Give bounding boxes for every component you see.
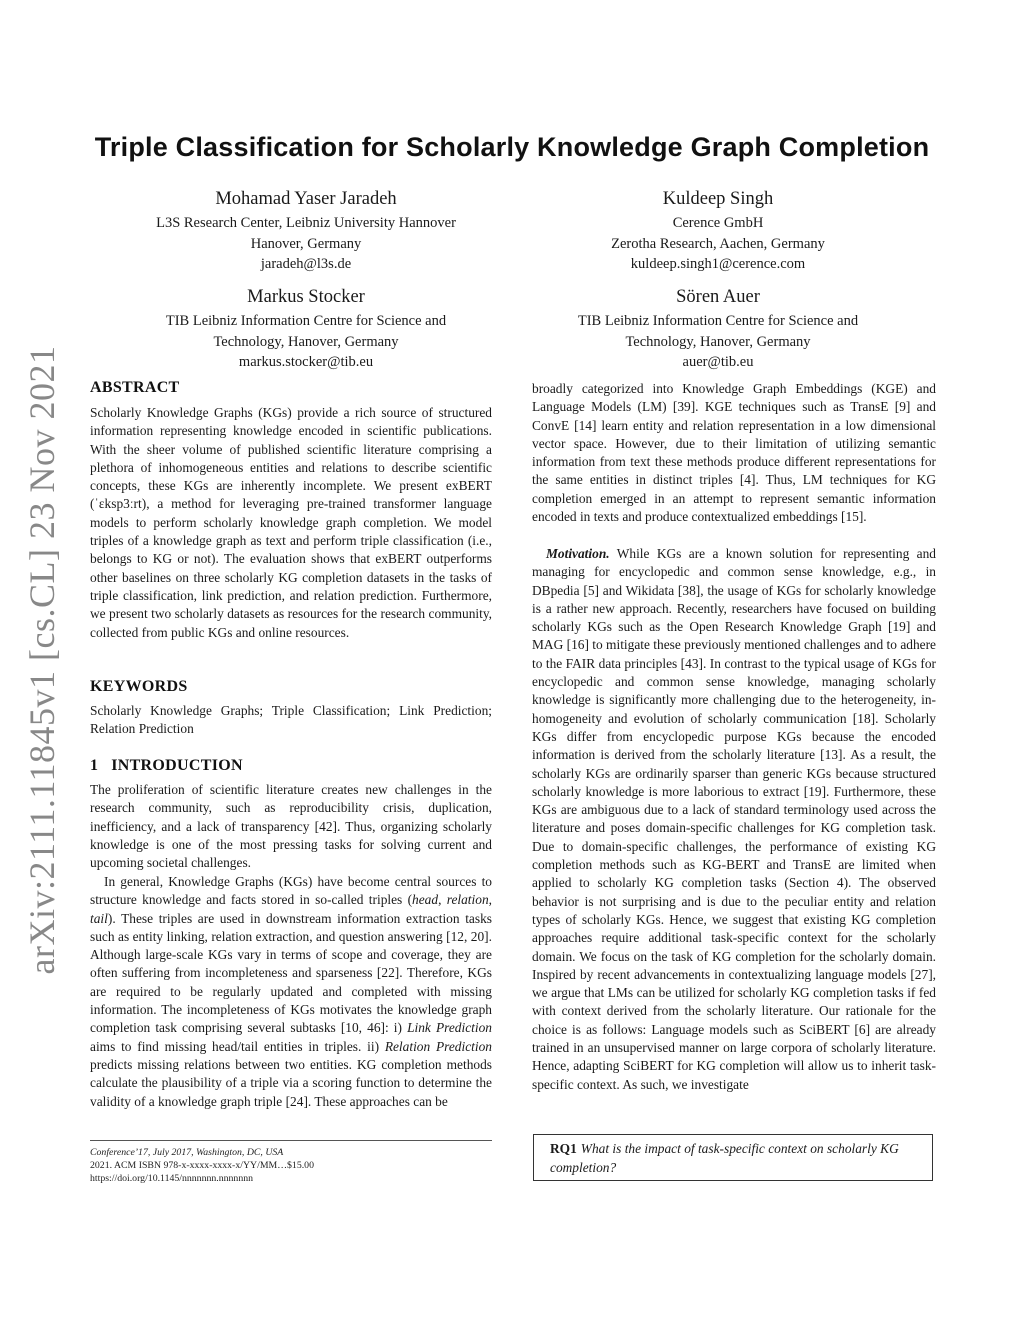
footnote-divider [90, 1140, 492, 1141]
abstract-text: Scholarly Knowledge Graphs (KGs) provide a rich source of structured information representing knowledge encoded in scientific publications. With the sheer volume of published scientific literature comprising a plethora of inhomogeneous entities and relations to describe scientific concepts, these KGs are inherently incomplete. We present exBERT (ˈɛksp3ːrt), a method for leveraging pre-trained transformer language models to perform scholarly knowledge graph completion. We model triples of a knowledge graph as text and perform triple classification (i.e., belongs to KG or not). The evaluation shows that exBERT outperforms other baselines on three scholarly KG completion datasets in the tasks of triple classification, link prediction, and relation prediction. Furthermore, we present two scholarly datasets as resources for the research community, collected from public KGs and online resources. [90, 405, 492, 640]
author-name: Mohamad Yaser Jaradeh [215, 189, 397, 209]
abstract-heading: ABSTRACT [90, 379, 180, 396]
term-head: head [412, 892, 439, 908]
author-email: auer@tib.eu [682, 354, 754, 370]
introduction-paragraph-2: In general, Knowledge Graphs (KGs) have become central sources to structure knowledge and facts stored in so-called triples (head, relation, tail). These triples are used in downstream information extraction tasks such as entity linking, relation extraction, and question answering [12, 20]. Although large-scale KGs vary in terms of scope and coverage, they are often suffering from incompleteness and sparseness [22]. Therefore, KGs are required to be regularly updated and completed with missing information. The incompleteness of KGs motivates the knowledge graph completion task comprising several subtasks [10, 46]: i) Link Prediction aims to find missing head/tail entities in triples. ii) Relation Prediction predicts missing relations between two entities. KG completion methods calculate the plausibility of a triple via a scoring function to determine the validity of a knowledge graph triple [24]. These approaches can be [90, 874, 492, 1109]
arxiv-identifier-text: arXiv:2111.11845v1 [cs.CL] 23 Nov 2021 [22, 345, 62, 975]
author-block-2 [532, 187, 904, 275]
term-relation-prediction: Relation Prediction [384, 1038, 492, 1054]
rq-label: RQ1 [550, 1141, 577, 1156]
term-tail: tail [90, 910, 108, 926]
footnote [90, 1146, 492, 1186]
author-block-3 [120, 285, 492, 373]
author-block-1 [120, 187, 492, 275]
author-name: Sören Auer [676, 287, 760, 307]
author-name: Kuldeep Singh [662, 189, 774, 209]
introduction-paragraph-1: The proliferation of scientific literature creates new challenges in the research community, such as reproducibility crisis, duplication, inefficiency, and a lack of transparency [42]. Thus, organizing scholarly knowledge is one of the most pressing tasks for solving current and upcoming societal challenges. [90, 782, 492, 871]
author-affiliation: L3S Research Center, Leibniz University Hannover [156, 215, 456, 231]
rq-text: What is the impact of task-specific context on scholarly KG completion? [550, 1141, 899, 1175]
term-relation: relation [446, 892, 489, 908]
author-block-4 [532, 285, 904, 373]
author-email: kuldeep.singh1@cerence.com [630, 256, 806, 272]
conference-info: Conference’17, July 2017, Washington, DC, USA [90, 1147, 284, 1158]
introduction-paragraph-3: broadly categorized into Knowledge Graph Embeddings (KGE) and Language Models (LM) [39]. KGE techniques such as TransE [9] and ConvE [14] learn entity and relation representation in a low dimensional vector space. However, due to their limitation of utilizing semantic information from text these methods produce different representations for the same entities in distinct triples [4]. Thus, LM techniques for KG completion emerged in an attempt to represent semantic information encoded in texts and produce contextualized embeddings [15]. [532, 381, 936, 525]
author-name: Markus Stocker [247, 287, 365, 307]
author-affiliation: Technology, Hanover, Germany [625, 333, 811, 350]
introduction-heading: 1 INTRODUCTION [90, 757, 243, 774]
author-email: markus.stocker@tib.eu [238, 354, 374, 370]
author-affiliation: Zerotha Research, Aachen, Germany [611, 235, 825, 252]
keywords-heading: KEYWORDS [90, 678, 188, 695]
doi-link[interactable]: https://doi.org/10.1145/nnnnnnn.nnnnnnn [90, 1173, 254, 1185]
author-affiliation: TIB Leibniz Information Centre for Science and [165, 313, 447, 329]
motivation-label: Motivation. [546, 546, 610, 561]
author-affiliation: Hanover, Germany [250, 235, 362, 252]
author-affiliation: Technology, Hanover, Germany [213, 333, 399, 350]
paper-title: Triple Classification for Scholarly Knowledge Graph Completion [94, 132, 930, 162]
research-question-box [533, 1134, 933, 1181]
author-email: jaradeh@l3s.de [260, 256, 352, 272]
motivation-paragraph: Motivation. While KGs are a known solution for representing and managing for encyclopedic and common sense knowledge, e.g., in DBpedia [5] and Wikidata [38], the usage of KGs for scholarly knowledge is a rather new approach. Recently, researchers have focused on building scholarly KGs such as the Open Research Knowledge Graph [19] and MAG [16] to mitigate these previously mentioned challenges and to adhere to the FAIR data principles [43]. In contrast to the typical usage of KGs for encyclopedic and common sense knowledge, managing scholarly knowledge is significantly more challenging due to the heterogeneity, in-homogeneity and evolution of scholarly communication [18]. Scholarly KGs differ from encyclopedic purpose KGs because the encoded information is derived from the scholarly literature [13]. As a result, the scholarly KGs are ordinarily sparser than generic KGs because structured scholarly knowledge is more laborious to extract [19]. Furthermore, these KGs are ambiguous due to a lack of standard terminology used across the literature and poses domain-specific challenges for KG completion task. Due to domain-specific challenges, the performance of existing KG completion methods such as KG-BERT and TransE are limited when applied to scholarly KG completion tasks (Section 4). The observed behavior is not surprising and is due to the peculiar entity and relation types of scholarly KGs. Hence, we suggest that existing KG completion approaches require additional task-specific context for the scholarly domain. We focus on the task of KG completion for the scholarly domain. Inspired by recent advancements in contextualizing language models [27], we argue that LMs can be utilized for scholarly KG completion tasks if fed with context derived from the scholarly literature. Our rationale for the choice is as follows: Language models such as SciBERT [6] are already trained in an unsupervised manner on large corpora of scholarly literature. Hence, adapting SciBERT for KG completion will allow us to inherit task-specific context. As such, we investigate [532, 546, 936, 1092]
author-affiliation: TIB Leibniz Information Centre for Science and [577, 313, 859, 329]
author-affiliation: Cerence GmbH [672, 215, 764, 231]
keywords-text: Scholarly Knowledge Graphs; Triple Classification; Link Prediction; Relation Prediction [90, 703, 492, 737]
isbn-info: 2021. ACM ISBN 978-x-xxxx-xxxx-x/YY/MM…$15.00 [90, 1160, 314, 1172]
term-link-prediction: Link Prediction [407, 1020, 492, 1036]
